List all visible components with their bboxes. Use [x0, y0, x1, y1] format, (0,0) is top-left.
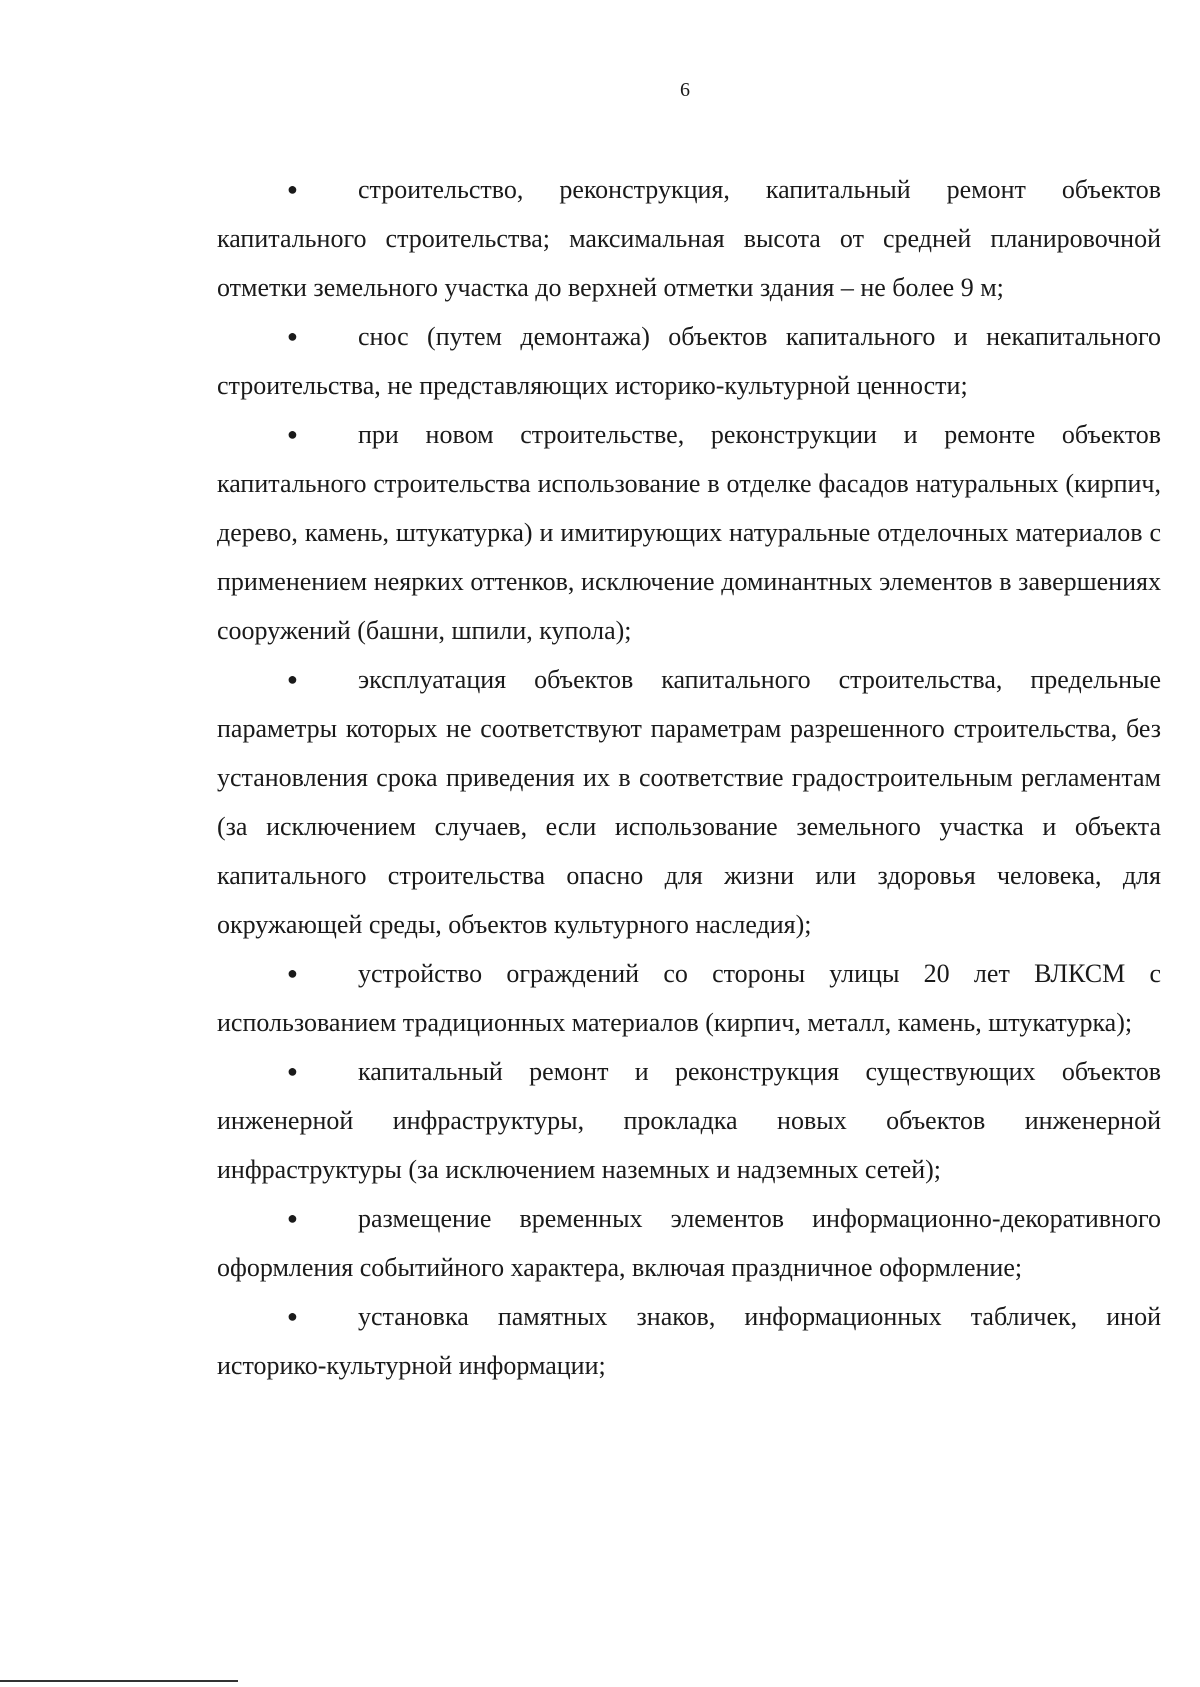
- list-item-text: установка памятных знаков, информационных табличек, иной историко-культурной информации;: [217, 1302, 1161, 1380]
- page-number: 6: [680, 79, 690, 101]
- bullet-icon: ●: [287, 669, 298, 689]
- bullet-icon: ●: [287, 963, 298, 983]
- list-item-text: эксплуатация объектов капитального строительства, предельные параметры которых не соответствуют параметрам разрешенного строительства, без установления срока приведения их в соответствие градостроительным регламентам (за исключением случаев, если использование земельного участка и объекта капитального строительства опасно для жизни или здоровья человека, для окружающей среды, объектов культурного наследия);: [217, 665, 1161, 939]
- list-item: [217, 165, 1161, 312]
- list-item-text: размещение временных элементов информационно-декоративного оформления событийного характера, включая праздничное оформление;: [217, 1204, 1161, 1282]
- footer-divider: [0, 1680, 238, 1682]
- list-item-text: снос (путем демонтажа) объектов капитального и некапитального строительства, не представляющих историко-культурной ценности;: [217, 322, 1161, 400]
- list-item-text: капитальный ремонт и реконструкция существующих объектов инженерной инфраструктуры, прокладка новых объектов инженерной инфраструктуры (за исключением наземных и надземных сетей);: [217, 1057, 1161, 1184]
- list-item-text: при новом строительстве, реконструкции и ремонте объектов капитального строительства использование в отделке фасадов натуральных (кирпич, дерево, камень, штукатурка) и имитирующих натуральные отделочных материалов с применением неярких оттенков, исключение доминантных элементов в завершениях сооружений (башни, шпили, купола);: [217, 420, 1161, 645]
- bullet-icon: ●: [287, 179, 298, 199]
- list-item: [217, 949, 1161, 1047]
- list-item: [217, 410, 1161, 655]
- bullet-icon: ●: [287, 1306, 298, 1326]
- bullet-icon: ●: [287, 1208, 298, 1228]
- list-item: [217, 312, 1161, 410]
- list-item-text: устройство ограждений со стороны улицы 20 лет ВЛКСМ с использованием традиционных материалов (кирпич, металл, камень, штукатурка);: [217, 959, 1161, 1037]
- list-item: [217, 1194, 1161, 1292]
- list-item: [217, 1292, 1161, 1390]
- bullet-icon: ●: [287, 326, 298, 346]
- bullet-icon: ●: [287, 424, 298, 444]
- list-item: [217, 655, 1161, 949]
- list-item-text: строительство, реконструкция, капитальный ремонт объектов капитального строительства; максимальная высота от средней планировочной отметки земельного участка до верхней отметки здания – не более 9 м;: [217, 175, 1161, 302]
- bullet-icon: ●: [287, 1061, 298, 1081]
- list-item: [217, 1047, 1161, 1194]
- document-body: [217, 165, 1161, 1390]
